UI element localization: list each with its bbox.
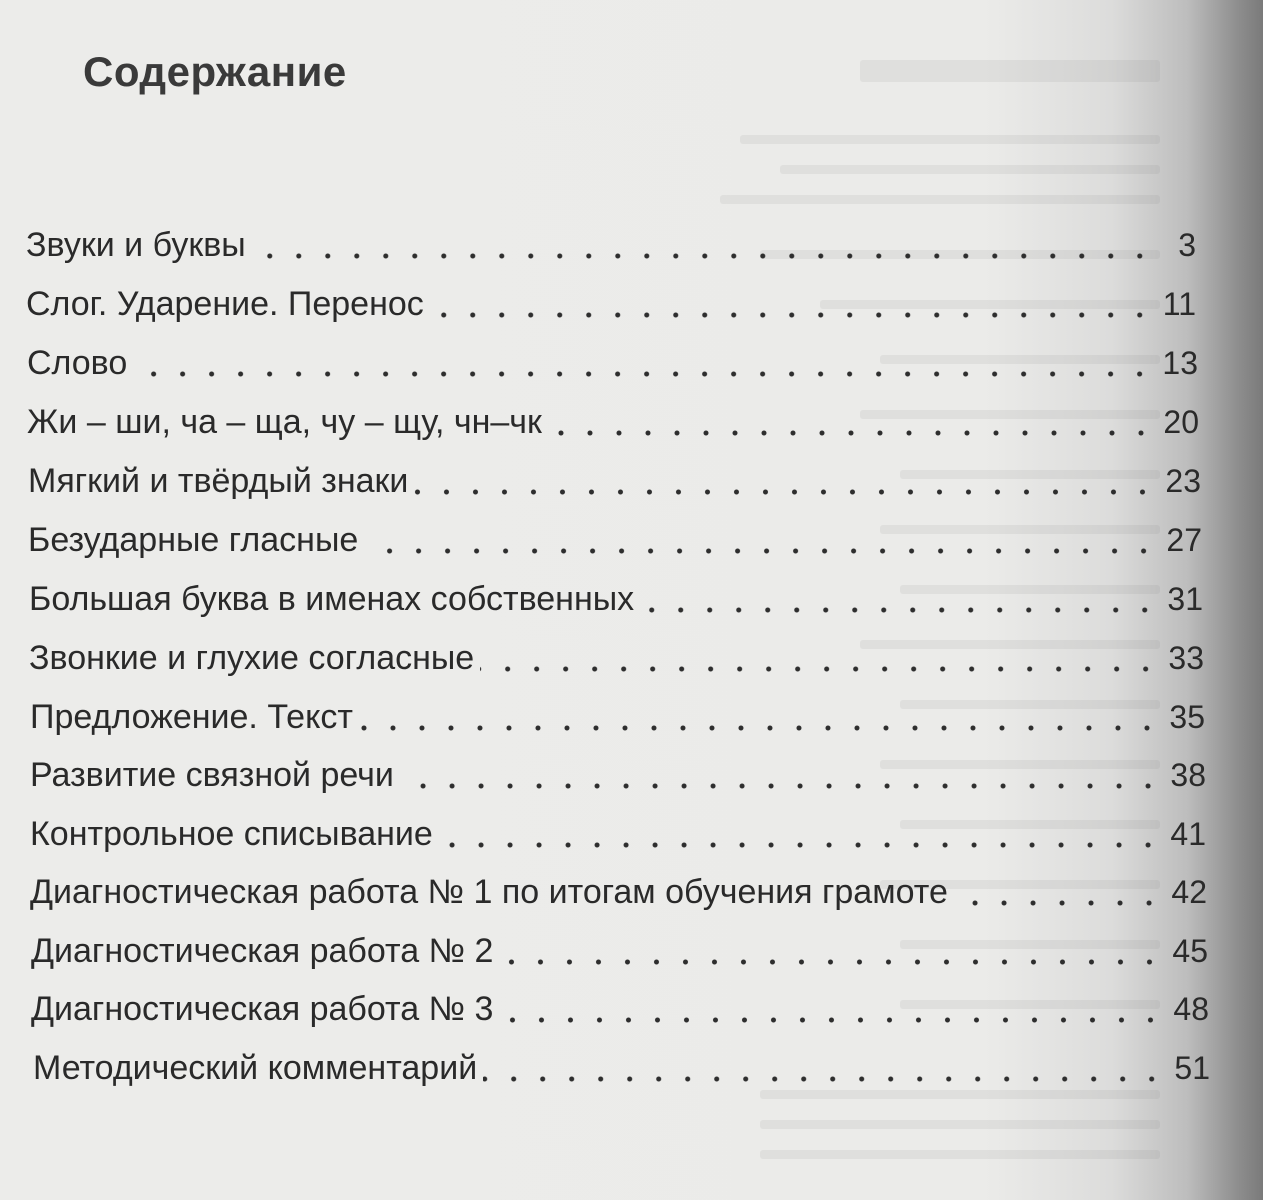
toc-entry-page: 33 — [1168, 640, 1204, 676]
dot-leader — [548, 429, 1156, 437]
dot-leader — [252, 252, 1154, 260]
toc-entry-label: Диагностическая работа № 2 — [31, 932, 494, 970]
toc-entry-label: Слог. Ударение. Перенос — [26, 285, 424, 323]
toc-entry[interactable] — [30, 756, 1206, 800]
dot-leader — [439, 841, 1163, 849]
toc-entry[interactable] — [30, 873, 1207, 917]
toc-entry-page: 11 — [1162, 286, 1196, 322]
dot-leader — [359, 724, 1161, 732]
toc-entry-label: Звуки и буквы — [26, 226, 246, 264]
dot-leader — [430, 311, 1154, 319]
toc-entry-label: Безударные гласные — [28, 521, 359, 559]
toc-entry-page: 31 — [1167, 581, 1203, 617]
dot-leader — [480, 665, 1160, 673]
toc-entry[interactable] — [30, 815, 1206, 859]
toc-entry[interactable] — [26, 285, 1196, 329]
toc-entry[interactable] — [29, 639, 1204, 683]
dot-leader — [954, 899, 1164, 907]
dot-leader — [640, 606, 1159, 614]
toc-entry[interactable] — [26, 226, 1196, 270]
toc-entry-label: Диагностическая работа № 3 — [31, 990, 494, 1028]
dot-leader — [414, 488, 1157, 496]
page-title: Содержание — [83, 48, 347, 95]
dot-leader — [400, 782, 1163, 790]
toc-entry-page: 48 — [1173, 991, 1209, 1027]
toc-entry-page: 23 — [1165, 463, 1201, 499]
toc-entry-page: 20 — [1163, 404, 1199, 440]
toc-entry-page: 42 — [1171, 874, 1207, 910]
toc-entry-label: Контрольное списывание — [30, 815, 433, 853]
toc-entry[interactable] — [31, 932, 1208, 976]
toc-entry-label: Слово — [27, 344, 128, 382]
dot-leader — [133, 370, 1154, 378]
toc-entry-page: 3 — [1178, 227, 1196, 263]
toc-entry-label: Звонкие и глухие согласные — [29, 639, 475, 677]
toc-entry-page: 13 — [1162, 345, 1198, 381]
toc-entry-label: Мягкий и твёрдый знаки — [28, 462, 409, 500]
toc-entry[interactable] — [30, 698, 1205, 742]
dot-leader — [499, 958, 1164, 966]
toc-entry-page: 27 — [1166, 522, 1202, 558]
toc-entry-label: Методический комментарий — [33, 1049, 478, 1087]
toc-entry-page: 35 — [1169, 699, 1205, 735]
toc-entry[interactable] — [27, 344, 1198, 388]
dot-leader — [483, 1075, 1166, 1083]
toc-entry[interactable] — [29, 580, 1203, 624]
toc-entry-page: 51 — [1174, 1050, 1210, 1086]
toc-entry-label: Жи – ши, ча – ща, чу – щу, чн–чк — [27, 403, 542, 441]
toc-entry[interactable] — [27, 403, 1199, 447]
toc-entry[interactable] — [31, 990, 1209, 1034]
toc-entry-label: Предложение. Текст — [30, 698, 353, 736]
toc-entry-page: 41 — [1170, 816, 1206, 852]
toc-entry[interactable] — [28, 521, 1202, 565]
toc-entry[interactable] — [33, 1049, 1210, 1093]
toc-entry-page: 38 — [1170, 757, 1206, 793]
toc-entry[interactable] — [28, 462, 1201, 506]
toc-entry-label: Развитие связной речи — [30, 756, 394, 794]
dot-leader — [499, 1016, 1165, 1024]
toc-entry-label: Большая буква в именах собственных — [29, 580, 635, 618]
toc-entry-label: Диагностическая работа № 1 по итогам обучения грамоте — [30, 873, 948, 911]
toc-entry-page: 45 — [1172, 933, 1208, 969]
dot-leader — [364, 547, 1158, 555]
